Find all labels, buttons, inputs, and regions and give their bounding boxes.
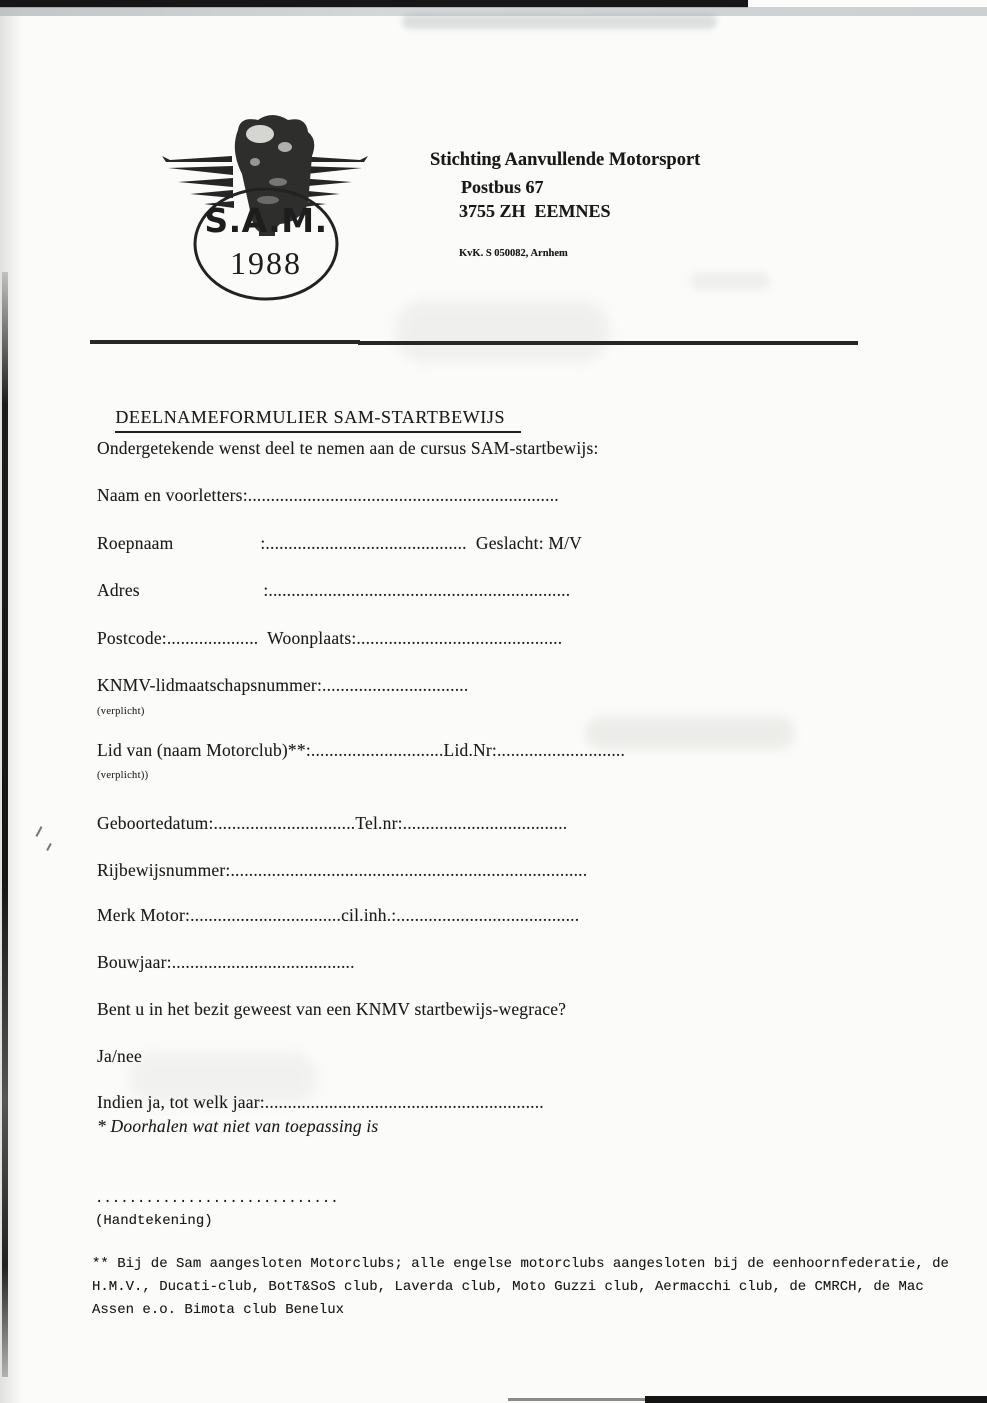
- field-merk-motor-cilinhoud: Merk Motor:.................................cil.inh.:........................................: [97, 905, 580, 925]
- form-title-text: DEELNAMEFORMULIER SAM-STARTBEWIJS: [115, 406, 521, 433]
- letterhead-kvk-registration: KvK. S 050082, Arnhem: [459, 248, 568, 259]
- scan-edge-left-dark-strip: [2, 272, 8, 1377]
- note-verplicht-1: (verplicht): [97, 706, 145, 717]
- field-indien-ja-jaar: Indien ja, tot welk jaar:.............................................................: [97, 1092, 544, 1112]
- footnote-line-2: H.M.V., Ducati-club, BotT&SoS club, Laverda club, Moto Guzzi club, Aermacchi club, de CMRCH, de Mac: [92, 1279, 924, 1295]
- form-intro: Ondergetekende wenst deel te nemen aan de cursus SAM-startbewijs:: [97, 438, 599, 458]
- sam-logo-graphic: [160, 112, 370, 302]
- scan-smudge: [690, 272, 770, 290]
- pen-mark: [46, 843, 52, 851]
- field-rijbewijsnummer: Rijbewijsnummer:..............................................................................: [97, 860, 588, 880]
- field-knmv-nummer: KNMV-lidmaatschapsnummer:................................: [97, 675, 469, 695]
- sam-logo: [160, 112, 370, 302]
- pen-mark: [36, 826, 43, 837]
- logo-acronym: S.A.M.: [204, 201, 328, 240]
- scan-edge-bottom-bar: [645, 1396, 987, 1403]
- field-naam-voorletters: Naam en voorletters:....................................................................: [97, 485, 559, 505]
- signature-dotted-line: .............................: [95, 1191, 339, 1207]
- letterhead-address-line1: Postbus 67: [461, 177, 544, 197]
- field-geboortedatum-telnr: Geboortedatum:...............................Tel.nr:....................................: [97, 813, 568, 833]
- footnote-line-1: ** Bij de Sam aangesloten Motorclubs; alle engelse motorclubs aangesloten bij de eenhoornfederatie, de: [92, 1256, 949, 1272]
- field-adres: Adres :..................................................................: [97, 580, 571, 600]
- letterhead-org-name: Stichting Aanvullende Motorsport: [430, 150, 701, 170]
- field-roepnaam-geslacht: Roepnaam :............................................ Geslacht: M/V: [97, 533, 582, 553]
- letterhead-address-line2: 3755 ZH EEMNES: [459, 201, 611, 221]
- scan-edge-bottom-gray: [508, 1398, 653, 1401]
- scan-ghost-text-smudge: [402, 14, 717, 29]
- question-knmv-startbewijs: Bent u in het bezit geweest van een KNMV startbewijs-wegrace?: [97, 999, 567, 1019]
- header-rule: [358, 341, 858, 345]
- logo-year: 1988: [230, 245, 302, 281]
- footnote-line-3: Assen e.o. Bimota club Benelux: [92, 1302, 345, 1318]
- header-rule: [90, 340, 360, 344]
- field-bouwjaar: Bouwjaar:........................................: [97, 952, 355, 972]
- note-doorhalen: * Doorhalen wat niet van toepassing is: [97, 1116, 379, 1136]
- scan-smudge: [395, 300, 610, 362]
- signature-label: (Handtekening): [95, 1213, 213, 1229]
- field-postcode-woonplaats: Postcode:.................... Woonplaats:.............................................: [97, 628, 563, 648]
- answer-ja-nee: Ja/nee: [97, 1046, 142, 1066]
- field-lid-van-motorclub: Lid van (naam Motorclub)**:.............................Lid.Nr:............................: [97, 740, 626, 760]
- note-verplicht-2: (verplicht)): [97, 770, 149, 781]
